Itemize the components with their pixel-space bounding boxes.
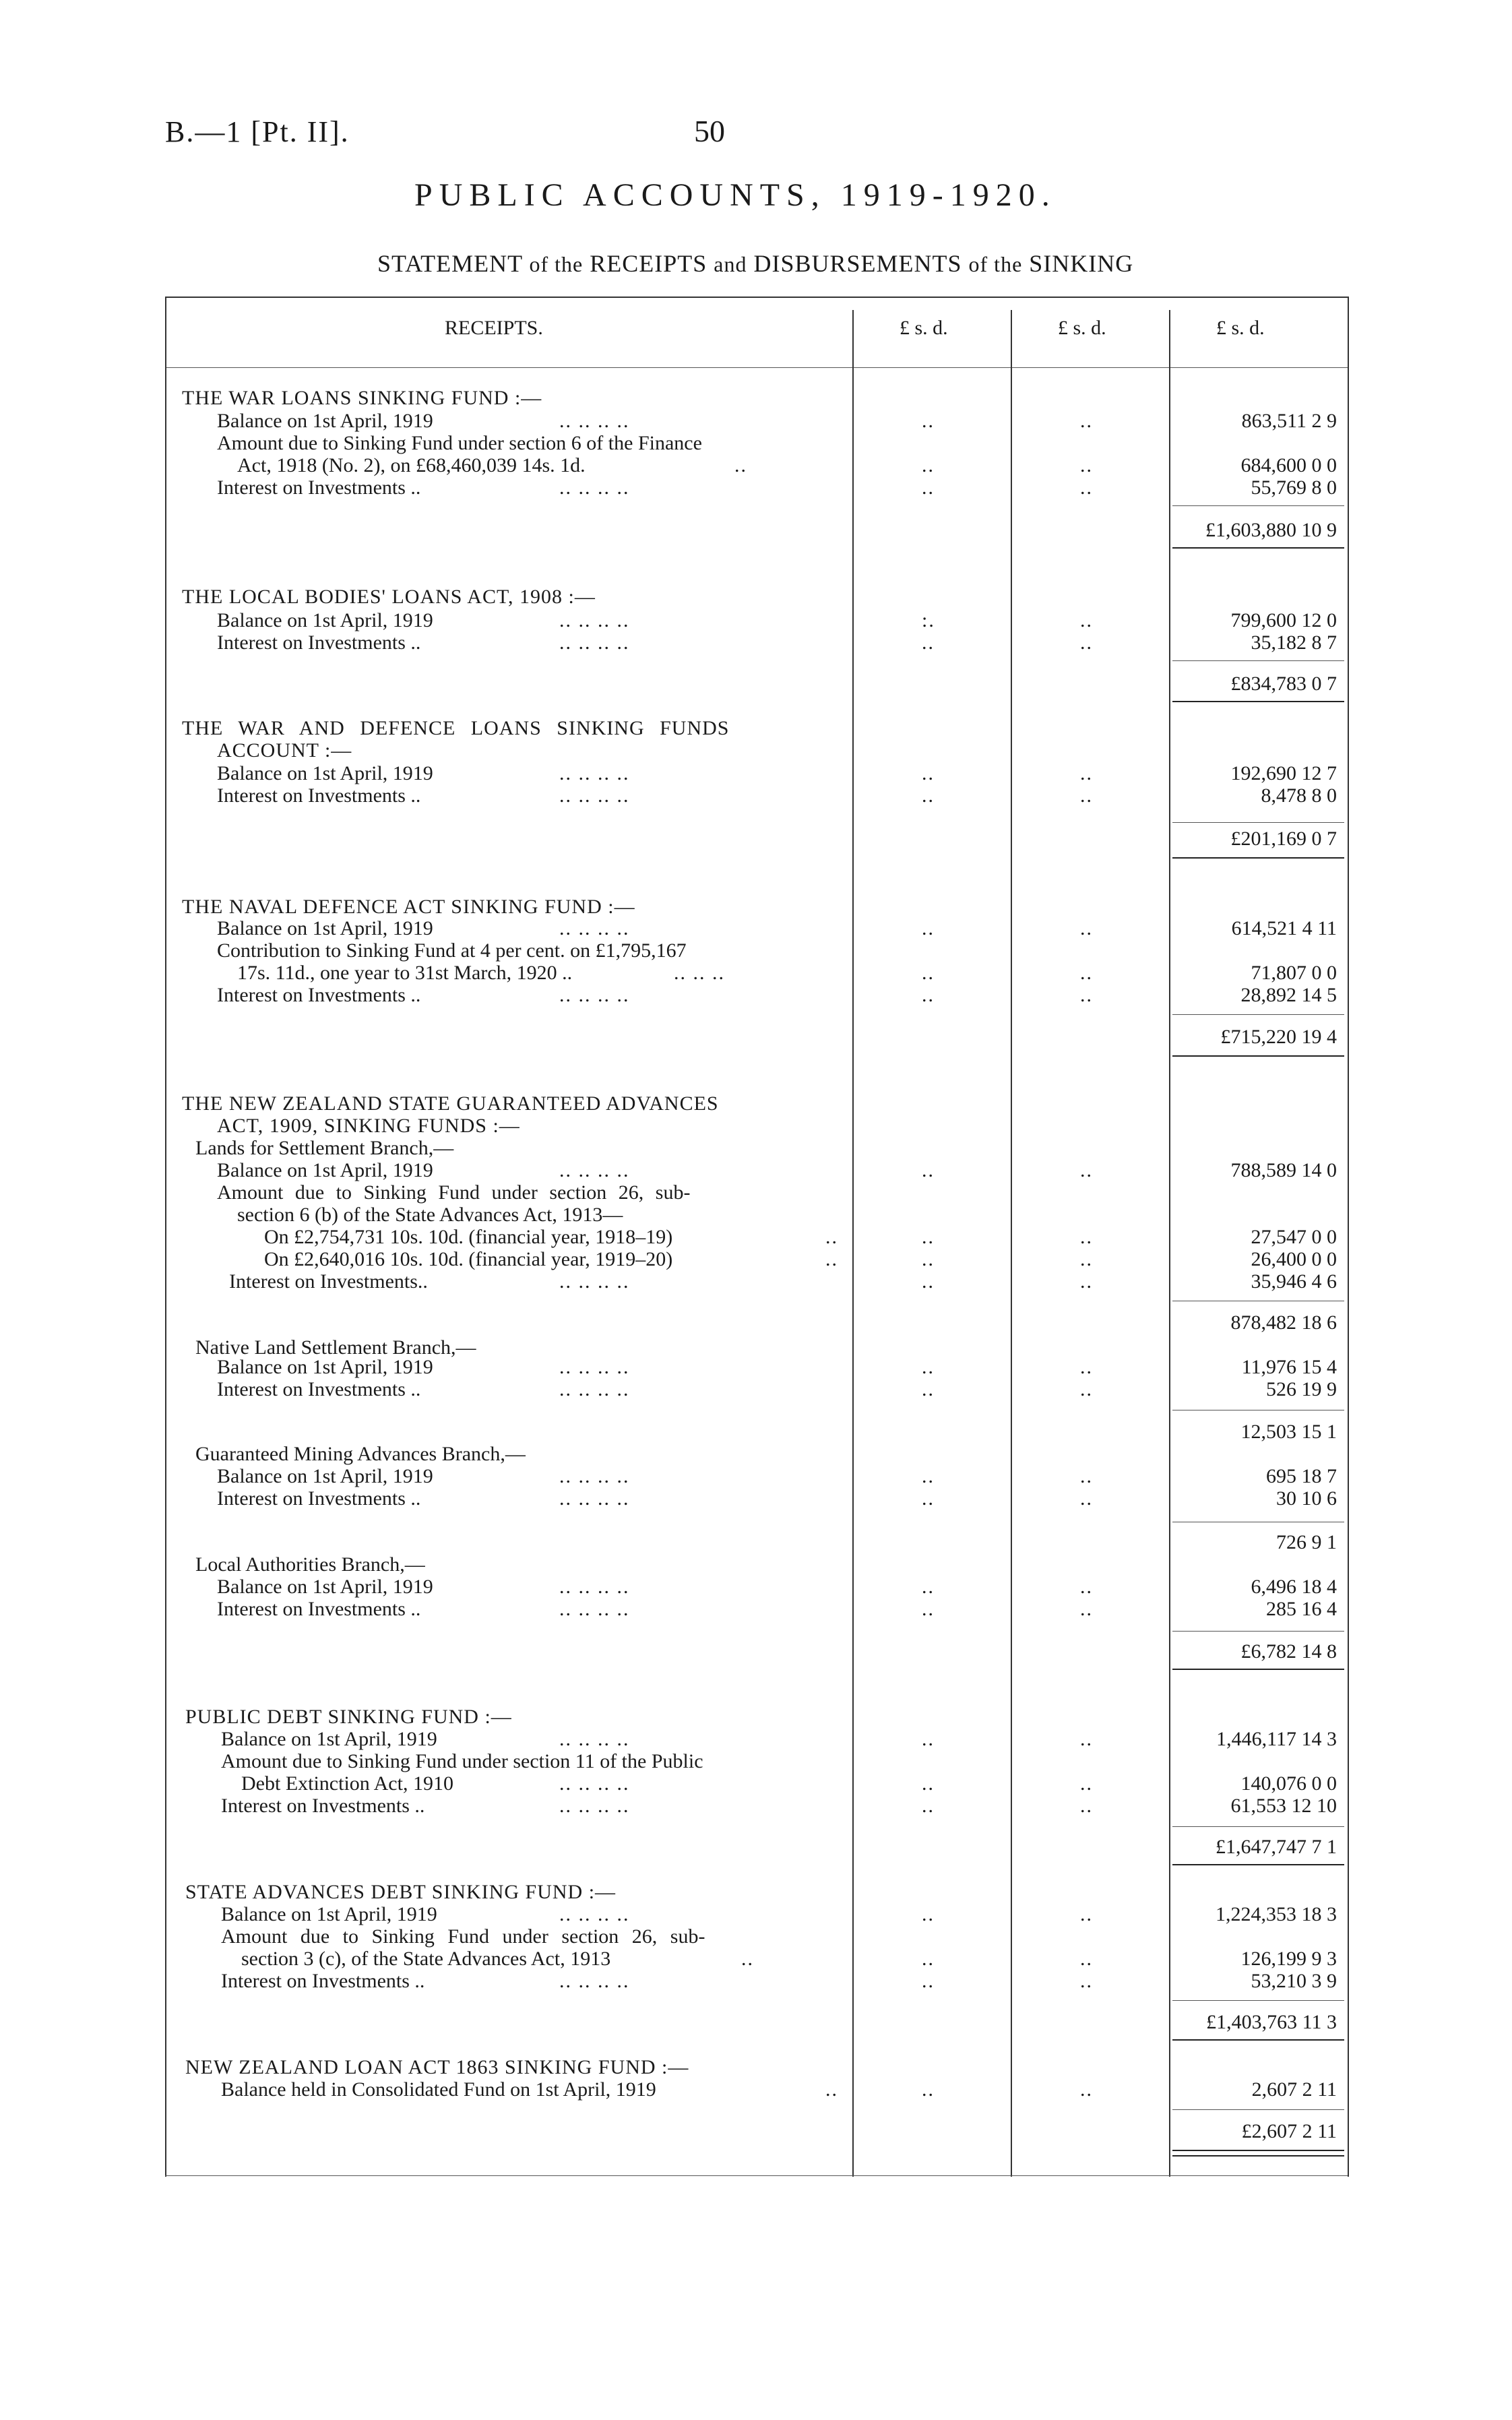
- section-heading: THE NEW ZEALAND STATE GUARANTEED ADVANCES: [182, 1092, 719, 1115]
- row-amount: 1,446,117 14 3: [1216, 1728, 1337, 1750]
- row-label: Balance on 1st April, 1919: [221, 1903, 437, 1925]
- leader-dots: ..: [1080, 631, 1093, 654]
- leader-dots: ..: [1080, 1970, 1093, 1992]
- leader-dots: ..: [922, 2078, 935, 2101]
- amount-column-header-3: £ s. d.: [1216, 317, 1265, 339]
- leader-dots: ..: [922, 962, 935, 984]
- branch-label: Local Authorities Branch,—: [195, 1553, 425, 1576]
- branch-subtotal: 726 9 1: [1276, 1531, 1337, 1553]
- section-heading: STATE ADVANCES DEBT SINKING FUND :—: [185, 1881, 617, 1903]
- row-label: section 6 (b) of the State Advances Act, 1913—: [237, 1204, 623, 1226]
- row-amount: 192,690 12 7: [1230, 762, 1337, 784]
- row-amount: 6,496 18 4: [1251, 1576, 1337, 1598]
- table-row: [0, 410, 1512, 432]
- row-label: Balance on 1st April, 1919: [217, 917, 433, 939]
- table-row: [0, 1182, 1512, 1204]
- total-rule: [1172, 701, 1344, 702]
- row-label: Amount due to Sinking Fund under section 6 of the Finance: [217, 432, 702, 454]
- leader-dots: .. .. .. ..: [559, 1728, 630, 1750]
- row-label: 17s. 11d., one year to 31st March, 1920 ..: [237, 962, 573, 984]
- subtotal-rule: [1172, 2000, 1344, 2001]
- subtotal-rule: [1172, 1631, 1344, 1632]
- leader-dots: ..: [1080, 1728, 1093, 1750]
- leader-dots: ..: [825, 1226, 838, 1248]
- row-label: Interest on Investments..: [229, 1270, 428, 1293]
- leader-dots: ..: [1080, 1226, 1093, 1248]
- leader-dots: ..: [922, 1226, 935, 1248]
- row-label: Amount due to Sinking Fund under section 11 of the Public: [221, 1750, 703, 1772]
- receipts-column-header: RECEIPTS.: [445, 317, 543, 339]
- row-label: On £2,754,731 10s. 10d. (financial year, 1918–19): [264, 1226, 673, 1248]
- branch-subtotal: 878,482 18 6: [1230, 1311, 1337, 1334]
- subtotal-rule: [1172, 1826, 1344, 1827]
- leader-dots: ..: [1080, 609, 1093, 631]
- row-label: Balance on 1st April, 1919: [217, 410, 433, 432]
- leader-dots: ..: [922, 1465, 935, 1487]
- table-row: [0, 1204, 1512, 1226]
- leader-dots: .. .. .. ..: [559, 1159, 630, 1181]
- leader-dots: .. .. .. ..: [559, 1487, 630, 1510]
- row-label: Balance on 1st April, 1919: [217, 1576, 433, 1598]
- subtotal-rule: [1172, 2109, 1344, 2110]
- row-amount: 285 16 4: [1266, 1598, 1337, 1620]
- leader-dots: ..: [1080, 1487, 1093, 1510]
- row-amount: 53,210 3 9: [1251, 1970, 1337, 1992]
- page-number: 50: [694, 114, 725, 148]
- table-row: [0, 1926, 1512, 1948]
- table-row: [0, 2079, 1512, 2101]
- row-label: On £2,640,016 10s. 10d. (financial year, 1919–20): [264, 1248, 673, 1270]
- section-heading: THE LOCAL BODIES' LOANS ACT, 1908 :—: [182, 586, 596, 608]
- row-label: Contribution to Sinking Fund at 4 per cent. on £1,795,167: [217, 939, 687, 962]
- table-row: [0, 785, 1512, 807]
- row-amount: 35,946 4 6: [1251, 1270, 1337, 1293]
- war-loans-heading-row: [0, 387, 1512, 409]
- leader-dots: ..: [1080, 984, 1093, 1006]
- subtitle-word: RECEIPTS: [590, 250, 707, 277]
- row-label: Balance on 1st April, 1919: [217, 1159, 433, 1181]
- section-heading-continued: ACCOUNT :—: [217, 739, 352, 762]
- subtotal-rule: [1172, 505, 1344, 506]
- row-amount: 695 18 7: [1266, 1465, 1337, 1487]
- leader-dots: ..: [1080, 476, 1093, 499]
- total-rule: [1172, 547, 1344, 549]
- local-bodies-heading-row: [0, 586, 1512, 608]
- row-amount: 614,521 4 11: [1231, 917, 1337, 939]
- leader-dots: .. .. .. ..: [559, 1465, 630, 1487]
- table-row: [0, 632, 1512, 654]
- row-label: Amount due to Sinking Fund under section 26, sub-: [217, 1181, 691, 1204]
- leader-dots: ..: [922, 1248, 935, 1270]
- row-label: Balance on 1st April, 1919: [217, 762, 433, 784]
- document-reference: B.—1 [Pt. II].: [165, 115, 350, 148]
- table-row: [0, 1271, 1512, 1293]
- row-label: Interest on Investments ..: [221, 1795, 425, 1817]
- row-label: Interest on Investments ..: [217, 631, 421, 654]
- section-heading: NEW ZEALAND LOAN ACT 1863 SINKING FUND :—: [185, 2056, 689, 2078]
- row-amount: 11,976 15 4: [1241, 1356, 1337, 1378]
- section-heading-continued: ACT, 1909, SINKING FUNDS :—: [217, 1115, 520, 1137]
- war-defence-heading-row: [0, 718, 1512, 739]
- table-row: [0, 1227, 1512, 1248]
- table-row: [0, 1160, 1512, 1181]
- row-label: Interest on Investments ..: [217, 1487, 421, 1510]
- leader-dots: ..: [1080, 1772, 1093, 1795]
- table-row: [0, 1599, 1512, 1620]
- row-amount: 799,600 12 0: [1230, 609, 1337, 631]
- row-amount: 28,892 14 5: [1240, 984, 1337, 1006]
- leader-dots: ..: [922, 476, 935, 499]
- total-rule: [1172, 1669, 1344, 1670]
- section-total: £1,647,747 7 1: [1216, 1836, 1337, 1858]
- table-row: [0, 1773, 1512, 1795]
- leader-dots: ..: [922, 1576, 935, 1598]
- row-amount: 126,199 9 3: [1240, 1948, 1337, 1970]
- section-heading: THE NAVAL DEFENCE ACT SINKING FUND :—: [182, 896, 635, 918]
- table-bottom-rule: [165, 2175, 1348, 2176]
- total-rule: [1172, 2155, 1344, 2157]
- branch-subtotal: 12,503 15 1: [1240, 1421, 1337, 1443]
- leader-dots: ..: [922, 984, 935, 1006]
- leader-dots: ..: [922, 784, 935, 807]
- leader-dots: .. .. .. ..: [559, 1270, 630, 1293]
- subtitle-word: STATEMENT: [377, 250, 523, 277]
- row-amount: 8,478 8 0: [1261, 784, 1337, 807]
- total-rule: [1172, 1055, 1344, 1057]
- leader-dots: ..: [1080, 1795, 1093, 1817]
- leader-dots: ..: [1080, 1903, 1093, 1925]
- total-rule: [1172, 857, 1344, 859]
- leader-dots: ..: [922, 1356, 935, 1378]
- row-amount: 2,607 2 11: [1251, 2078, 1337, 2101]
- table-row: [0, 962, 1512, 984]
- leader-dots: .. .. .. ..: [559, 1378, 630, 1400]
- row-amount: 26,400 0 0: [1251, 1248, 1337, 1270]
- leader-dots: ..: [922, 1598, 935, 1620]
- table-row: [0, 1904, 1512, 1925]
- row-label: Balance held in Consolidated Fund on 1st April, 1919: [221, 2078, 656, 2101]
- leader-dots: .. .. .. ..: [559, 1576, 630, 1598]
- table-row: [0, 433, 1512, 454]
- naval-heading-row: [0, 896, 1512, 918]
- row-label: Balance on 1st April, 1919: [221, 1728, 437, 1750]
- page-title: PUBLIC ACCOUNTS, 1919-1920.: [414, 177, 1057, 213]
- leader-dots: ..: [825, 2078, 838, 2101]
- leader-dots: .. .. .. ..: [559, 762, 630, 784]
- section-total: £201,169 0 7: [1230, 828, 1337, 850]
- leader-dots: .. .. .. ..: [559, 1970, 630, 1992]
- leader-dots: ..: [1080, 962, 1093, 984]
- leader-dots: ..: [1080, 1378, 1093, 1400]
- public-debt-heading-row: [0, 1706, 1512, 1728]
- leader-dots: ..: [1080, 762, 1093, 784]
- table-row: [0, 1357, 1512, 1378]
- subtotal-rule: [1172, 1014, 1344, 1015]
- row-amount: 788,589 14 0: [1230, 1159, 1337, 1181]
- leader-dots: .. .. .. ..: [559, 1795, 630, 1817]
- row-label: Interest on Investments ..: [221, 1970, 425, 1992]
- table-row: [0, 455, 1512, 476]
- table-row: [0, 763, 1512, 784]
- section-heading: THE WAR AND DEFENCE LOANS SINKING FUNDS: [182, 717, 730, 739]
- row-label: Balance on 1st April, 1919: [217, 609, 433, 631]
- leader-dots: ..: [922, 1970, 935, 1992]
- leader-dots: .. .. .. ..: [559, 984, 630, 1006]
- leader-dots: ..: [922, 1772, 935, 1795]
- leader-dots: .. .. .. ..: [559, 410, 630, 432]
- row-label: Interest on Investments ..: [217, 476, 421, 499]
- section-total: £6,782 14 8: [1240, 1640, 1337, 1663]
- leader-dots: ..: [1080, 1948, 1093, 1970]
- table-row: [0, 1751, 1512, 1772]
- state-advances-heading-row: [0, 1882, 1512, 1903]
- leader-dots: ..: [922, 762, 935, 784]
- row-label: Interest on Investments ..: [217, 1378, 421, 1400]
- leader-dots: ..: [1080, 410, 1093, 432]
- table-row: [0, 1488, 1512, 1510]
- total-rule: [1172, 2150, 1344, 2151]
- leader-dots: ..: [1080, 454, 1093, 476]
- leader-dots: ..: [1080, 1598, 1093, 1620]
- leader-dots: ..: [1080, 917, 1093, 939]
- nz-loan-heading-row: [0, 2057, 1512, 2078]
- row-amount: 71,807 0 0: [1251, 962, 1337, 984]
- table-row: [0, 1444, 1512, 1465]
- row-amount: 35,182 8 7: [1251, 631, 1337, 654]
- branch-label: Guaranteed Mining Advances Branch,—: [195, 1443, 526, 1465]
- leader-dots: ..: [1080, 1248, 1093, 1270]
- table-row: [0, 477, 1512, 499]
- subtitle-word: SINKING: [1029, 250, 1134, 277]
- leader-dots: .. .. .. ..: [559, 476, 630, 499]
- leader-dots: ..: [1080, 784, 1093, 807]
- leader-dots: .. .. .. ..: [559, 1772, 630, 1795]
- table-row: [0, 740, 1512, 762]
- leader-dots: ..: [741, 1948, 754, 1970]
- leader-dots: ..: [922, 917, 935, 939]
- row-label: Amount due to Sinking Fund under section 26, sub-: [221, 1925, 705, 1948]
- leader-dots: .. .. .. ..: [559, 784, 630, 807]
- table-row: [0, 940, 1512, 962]
- leader-dots: ..: [1080, 1465, 1093, 1487]
- leader-dots: ..: [922, 410, 935, 432]
- subtotal-rule: [1172, 822, 1344, 823]
- section-heading: PUBLIC DEBT SINKING FUND :—: [185, 1706, 512, 1728]
- row-amount: 526 19 9: [1266, 1378, 1337, 1400]
- leader-dots: ..: [922, 631, 935, 654]
- total-rule: [1172, 1864, 1344, 1865]
- row-amount: 30 10 6: [1276, 1487, 1337, 1510]
- row-amount: 27,547 0 0: [1251, 1226, 1337, 1248]
- table-row: [0, 610, 1512, 631]
- leader-dots: ..: [922, 1728, 935, 1750]
- subtitle-word: and: [714, 252, 747, 276]
- section-total: £1,403,763 11 3: [1206, 2011, 1337, 2033]
- leader-dots: .. .. .. ..: [559, 917, 630, 939]
- branch-label: Lands for Settlement Branch,—: [195, 1137, 454, 1159]
- subtitle-word: of the: [529, 252, 584, 276]
- leader-dots: ..: [1080, 2078, 1093, 2101]
- amount-column-header-2: £ s. d.: [1058, 317, 1106, 339]
- leader-dots: ..: [922, 1378, 935, 1400]
- row-label: Interest on Investments ..: [217, 784, 421, 807]
- branch-label: Native Land Settlement Branch,—: [195, 1336, 476, 1359]
- table-row: [0, 1971, 1512, 1992]
- table-top-rule: [165, 297, 1348, 298]
- table-row: [0, 1138, 1512, 1159]
- row-label: Balance on 1st April, 1919: [217, 1465, 433, 1487]
- leader-dots: :.: [922, 609, 935, 631]
- leader-dots: .. .. ..: [674, 962, 725, 984]
- nz-state-heading-row: [0, 1093, 1512, 1115]
- leader-dots: .. .. .. ..: [559, 631, 630, 654]
- table-row: [0, 1576, 1512, 1598]
- table-row: [0, 918, 1512, 939]
- row-amount: 1,224,353 18 3: [1216, 1903, 1337, 1925]
- section-total: £1,603,880 10 9: [1205, 519, 1337, 541]
- table-row: [0, 1249, 1512, 1270]
- section-total: £2,607 2 11: [1241, 2120, 1337, 2142]
- leader-dots: ..: [922, 1795, 935, 1817]
- leader-dots: ..: [922, 1903, 935, 1925]
- section-heading: THE WAR LOANS SINKING FUND :—: [182, 387, 542, 409]
- leader-dots: ..: [825, 1248, 838, 1270]
- subtotal-rule: [1172, 660, 1344, 661]
- row-amount: 61,553 12 10: [1230, 1795, 1337, 1817]
- row-label: Act, 1918 (No. 2), on £68,460,039 14s. 1d.: [237, 454, 586, 476]
- leader-dots: .. .. .. ..: [559, 609, 630, 631]
- row-label: Debt Extinction Act, 1910: [241, 1772, 453, 1795]
- table-row: [0, 1554, 1512, 1576]
- row-amount: 140,076 0 0: [1240, 1772, 1337, 1795]
- table-row: [0, 1466, 1512, 1487]
- leader-dots: ..: [922, 1270, 935, 1293]
- leader-dots: .. .. .. ..: [559, 1356, 630, 1378]
- subtitle-word: DISBURSEMENTS: [753, 250, 962, 277]
- row-amount: 55,769 8 0: [1251, 476, 1337, 499]
- section-total: £715,220 19 4: [1220, 1026, 1337, 1048]
- leader-dots: .. .. .. ..: [559, 1903, 630, 1925]
- section-total: £834,783 0 7: [1230, 673, 1337, 695]
- leader-dots: ..: [1080, 1270, 1093, 1293]
- leader-dots: ..: [1080, 1159, 1093, 1181]
- row-amount: 684,600 0 0: [1240, 454, 1337, 476]
- row-label: Interest on Investments ..: [217, 984, 421, 1006]
- leader-dots: ..: [1080, 1576, 1093, 1598]
- table-row: [0, 985, 1512, 1006]
- table-row: [0, 1379, 1512, 1400]
- row-label: Balance on 1st April, 1919: [217, 1356, 433, 1378]
- leader-dots: ..: [922, 1487, 935, 1510]
- table-row: [0, 1948, 1512, 1970]
- leader-dots: ..: [922, 1948, 935, 1970]
- leader-dots: .. .. .. ..: [559, 1598, 630, 1620]
- leader-dots: ..: [922, 454, 935, 476]
- leader-dots: ..: [922, 1159, 935, 1181]
- total-rule: [1172, 2039, 1344, 2041]
- amount-column-header-1: £ s. d.: [900, 317, 948, 339]
- table-row: [0, 1115, 1512, 1137]
- row-label: section 3 (c), of the State Advances Act, 1913: [241, 1948, 611, 1970]
- table-row: [0, 1729, 1512, 1750]
- leader-dots: ..: [1080, 1356, 1093, 1378]
- table-row: [0, 1795, 1512, 1817]
- row-label: Interest on Investments ..: [217, 1598, 421, 1620]
- statement-subtitle: [377, 249, 1133, 278]
- row-amount: 863,511 2 9: [1241, 410, 1337, 432]
- leader-dots: ..: [734, 454, 747, 476]
- subtitle-word: of the: [968, 252, 1023, 276]
